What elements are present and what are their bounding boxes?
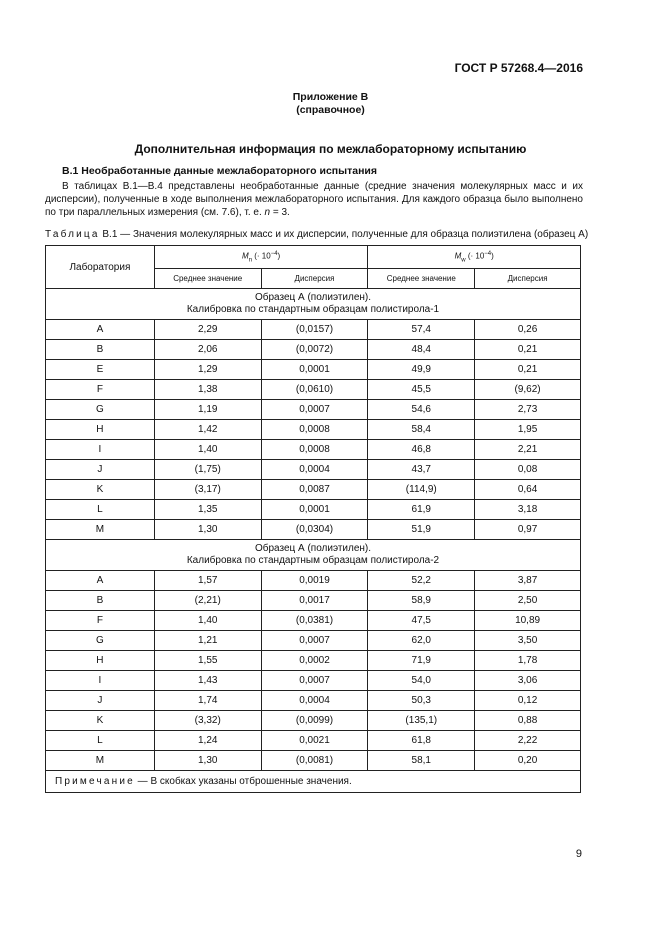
mw-dispersion-cell: 0,97 [475, 520, 581, 540]
mw-dispersion-cell: 3,18 [475, 500, 581, 520]
mn-dispersion-cell: 0,0008 [261, 440, 368, 460]
mn-mean-cell: 1,40 [154, 440, 261, 460]
mw-mean-cell: 71,9 [368, 651, 475, 671]
table-caption-word: Таблица [45, 229, 100, 240]
table-note [46, 771, 581, 793]
table-row [46, 480, 581, 500]
header-mn-mean: Среднее значение [154, 269, 261, 289]
mw-dispersion-cell: 1,95 [475, 420, 581, 440]
laboratory-cell: B [46, 340, 155, 360]
mw-mean-cell: (114,9) [368, 480, 475, 500]
header-mw-dispersion: Дисперсия [475, 269, 581, 289]
mn-mean-cell: 1,40 [154, 611, 261, 631]
mn-close: ) [277, 251, 281, 261]
table-row [46, 320, 581, 340]
mw-mean-cell: 58,9 [368, 591, 475, 611]
header-mn-dispersion: Дисперсия [261, 269, 368, 289]
table-row [46, 380, 581, 400]
mn-dispersion-cell: (0,0610) [261, 380, 368, 400]
mn-dispersion-cell: 0,0004 [261, 691, 368, 711]
mw-dispersion-cell: 3,87 [475, 571, 581, 591]
main-title: Дополнительная информация по межлабораторному испытанию [134, 142, 527, 156]
mw-mean-cell: 54,0 [368, 671, 475, 691]
group-title-line2: Калибровка по стандартным образцам полистирола-1 [186, 304, 440, 315]
mw-mean-cell: 45,5 [368, 380, 475, 400]
mn-mean-cell: 1,35 [154, 500, 261, 520]
mw-dispersion-cell: (9,62) [475, 380, 581, 400]
mn-dispersion-cell: (0,0157) [261, 320, 368, 340]
mw-mean-cell: 58,1 [368, 751, 475, 771]
laboratory-cell: E [46, 360, 155, 380]
laboratory-cell: J [46, 691, 155, 711]
header-mw [368, 246, 581, 269]
mn-dispersion-cell: 0,0021 [261, 731, 368, 751]
mw-dispersion-cell: 0,21 [475, 340, 581, 360]
laboratory-cell: A [46, 320, 155, 340]
mn-dispersion-cell: 0,0008 [261, 420, 368, 440]
mw-dispersion-cell: 10,89 [475, 611, 581, 631]
mw-mean-cell: 62,0 [368, 631, 475, 651]
laboratory-cell: A [46, 571, 155, 591]
laboratory-cell: L [46, 731, 155, 751]
table-caption [45, 229, 588, 240]
mn-dispersion-cell: 0,0001 [261, 360, 368, 380]
mn-mean-cell: (2,21) [154, 591, 261, 611]
table-row [46, 500, 581, 520]
mn-dispersion-cell: 0,0004 [261, 460, 368, 480]
appendix-subtitle: (справочное) [296, 104, 365, 116]
mw-dispersion-cell: 0,12 [475, 691, 581, 711]
mw-symbol: M [454, 251, 462, 261]
mw-dispersion-cell: 2,22 [475, 731, 581, 751]
mw-mean-cell: 47,5 [368, 611, 475, 631]
group-title-line2: Калибровка по стандартным образцам полистирола-2 [186, 555, 440, 566]
laboratory-cell: K [46, 711, 155, 731]
laboratory-cell: K [46, 480, 155, 500]
mn-mean-cell: 1,24 [154, 731, 261, 751]
mw-mean-cell: 46,8 [368, 440, 475, 460]
mw-factor: (· 10 [465, 251, 485, 261]
paragraph-variable: n [264, 207, 271, 218]
table-row [46, 400, 581, 420]
mw-mean-cell: 54,6 [368, 400, 475, 420]
table-row [46, 360, 581, 380]
laboratory-cell: G [46, 631, 155, 651]
mn-subscript: n [248, 257, 253, 264]
mn-mean-cell: 1,55 [154, 651, 261, 671]
mn-dispersion-cell: 0,0087 [261, 480, 368, 500]
laboratory-cell: I [46, 671, 155, 691]
laboratory-cell: H [46, 651, 155, 671]
mw-dispersion-cell: 1,78 [475, 651, 581, 671]
mn-dispersion-cell: 0,0019 [261, 571, 368, 591]
mn-mean-cell: 1,38 [154, 380, 261, 400]
mn-mean-cell: 2,29 [154, 320, 261, 340]
laboratory-cell: I [46, 440, 155, 460]
laboratory-cell: G [46, 400, 155, 420]
page-number: 9 [575, 848, 582, 860]
mw-dispersion-cell: 2,21 [475, 440, 581, 460]
mw-mean-cell: 58,4 [368, 420, 475, 440]
mw-mean-cell: 49,9 [368, 360, 475, 380]
mw-dispersion-cell: 0,21 [475, 360, 581, 380]
mn-dispersion-cell: (0,0099) [261, 711, 368, 731]
mn-dispersion-cell: 0,0007 [261, 400, 368, 420]
note-dash: — [134, 776, 151, 787]
group-title-line1: Образец А (полиэтилен). [254, 543, 372, 554]
table-row [46, 651, 581, 671]
intro-paragraph [45, 180, 583, 219]
laboratory-cell: B [46, 591, 155, 611]
table-row [46, 711, 581, 731]
table-row [46, 440, 581, 460]
table-row [46, 691, 581, 711]
table-row [46, 631, 581, 651]
header-mw-mean: Среднее значение [368, 269, 475, 289]
mw-mean-cell: 61,9 [368, 500, 475, 520]
mn-mean-cell: 1,74 [154, 691, 261, 711]
laboratory-cell: M [46, 520, 155, 540]
mw-dispersion-cell: 3,06 [475, 671, 581, 691]
group2-header-row [46, 540, 581, 571]
group-title [46, 289, 581, 320]
mw-dispersion-cell: 0,64 [475, 480, 581, 500]
mn-mean-cell: 1,29 [154, 360, 261, 380]
mn-mean-cell: (3,17) [154, 480, 261, 500]
table-row [46, 571, 581, 591]
mn-mean-cell: 1,43 [154, 671, 261, 691]
mw-dispersion-cell: 0,20 [475, 751, 581, 771]
standard-header: ГОСТ Р 57268.4—2016 [454, 61, 583, 75]
laboratory-cell: J [46, 460, 155, 480]
mn-mean-cell: 1,21 [154, 631, 261, 651]
laboratory-cell: M [46, 751, 155, 771]
paragraph-text: В таблицах В.1—В.4 представлены необработанные данные (средние значения молекулярных масс и их дисперсии), полученные в ходе выполнения межлабораторного испытания. Для каждого образца было выполнено по три параллельных измерения (см. 7.6), т. е. [45, 181, 583, 218]
note-label: Примечание [55, 776, 135, 787]
header-mn [154, 246, 368, 269]
laboratory-cell: H [46, 420, 155, 440]
mw-mean-cell: 52,2 [368, 571, 475, 591]
group-title [46, 540, 581, 571]
table-row [46, 751, 581, 771]
mw-dispersion-cell: 3,50 [475, 631, 581, 651]
mw-dispersion-cell: 2,50 [475, 591, 581, 611]
mn-mean-cell: 1,19 [154, 400, 261, 420]
mn-mean-cell: 1,30 [154, 751, 261, 771]
paragraph-text-end: = 3. [270, 207, 290, 218]
mw-dispersion-cell: 0,88 [475, 711, 581, 731]
table-row [46, 611, 581, 631]
table-row [46, 731, 581, 751]
table-row [46, 340, 581, 360]
mn-mean-cell: 1,30 [154, 520, 261, 540]
mn-mean-cell: 2,06 [154, 340, 261, 360]
mw-exponent: −4 [484, 250, 492, 257]
mw-mean-cell: 43,7 [368, 460, 475, 480]
mw-mean-cell: (135,1) [368, 711, 475, 731]
mn-mean-cell: (3,32) [154, 711, 261, 731]
table-row [46, 520, 581, 540]
laboratory-cell: L [46, 500, 155, 520]
appendix-heading [0, 91, 661, 117]
mn-dispersion-cell: (0,0381) [261, 611, 368, 631]
mn-dispersion-cell: (0,0081) [261, 751, 368, 771]
table-body [46, 289, 581, 793]
mw-mean-cell: 61,8 [368, 731, 475, 751]
table-row [46, 591, 581, 611]
laboratory-cell: F [46, 611, 155, 631]
data-table [45, 245, 581, 793]
mn-dispersion-cell: 0,0001 [261, 500, 368, 520]
note-text: В скобках указаны отброшенные значения. [150, 776, 352, 787]
group1-header-row [46, 289, 581, 320]
mn-dispersion-cell: 0,0017 [261, 591, 368, 611]
mw-dispersion-cell: 0,08 [475, 460, 581, 480]
laboratory-cell: F [46, 380, 155, 400]
mn-dispersion-cell: 0,0002 [261, 651, 368, 671]
mw-dispersion-cell: 2,73 [475, 400, 581, 420]
mn-mean-cell: 1,42 [154, 420, 261, 440]
table-row [46, 460, 581, 480]
mw-mean-cell: 50,3 [368, 691, 475, 711]
mw-close: ) [491, 251, 494, 261]
appendix-title: Приложение В [292, 91, 369, 103]
header-laboratory: Лаборатория [46, 246, 155, 289]
mw-dispersion-cell: 0,26 [475, 320, 581, 340]
mn-dispersion-cell: 0,0007 [261, 631, 368, 651]
section-heading: В.1 Необработанные данные межлабораторного испытания [62, 165, 378, 177]
mn-symbol: M [242, 251, 249, 261]
mw-subscript: w [461, 257, 466, 264]
group-title-line1: Образец А (полиэтилен). [254, 292, 372, 303]
table-caption-text: В.1 — Значения молекулярных масс и их дисперсии, полученные для образца полиэтилена (образец А) [99, 229, 589, 240]
mn-dispersion-cell: (0,0072) [261, 340, 368, 360]
mw-mean-cell: 57,4 [368, 320, 475, 340]
mn-dispersion-cell: 0,0007 [261, 671, 368, 691]
table-row [46, 671, 581, 691]
mw-mean-cell: 51,9 [368, 520, 475, 540]
mn-mean-cell: (1,75) [154, 460, 261, 480]
mn-mean-cell: 1,57 [154, 571, 261, 591]
table-row [46, 420, 581, 440]
mw-mean-cell: 48,4 [368, 340, 475, 360]
mn-factor: (· 10 [252, 251, 271, 261]
mn-exponent: −4 [270, 250, 278, 257]
note-row [46, 771, 581, 793]
mn-dispersion-cell: (0,0304) [261, 520, 368, 540]
